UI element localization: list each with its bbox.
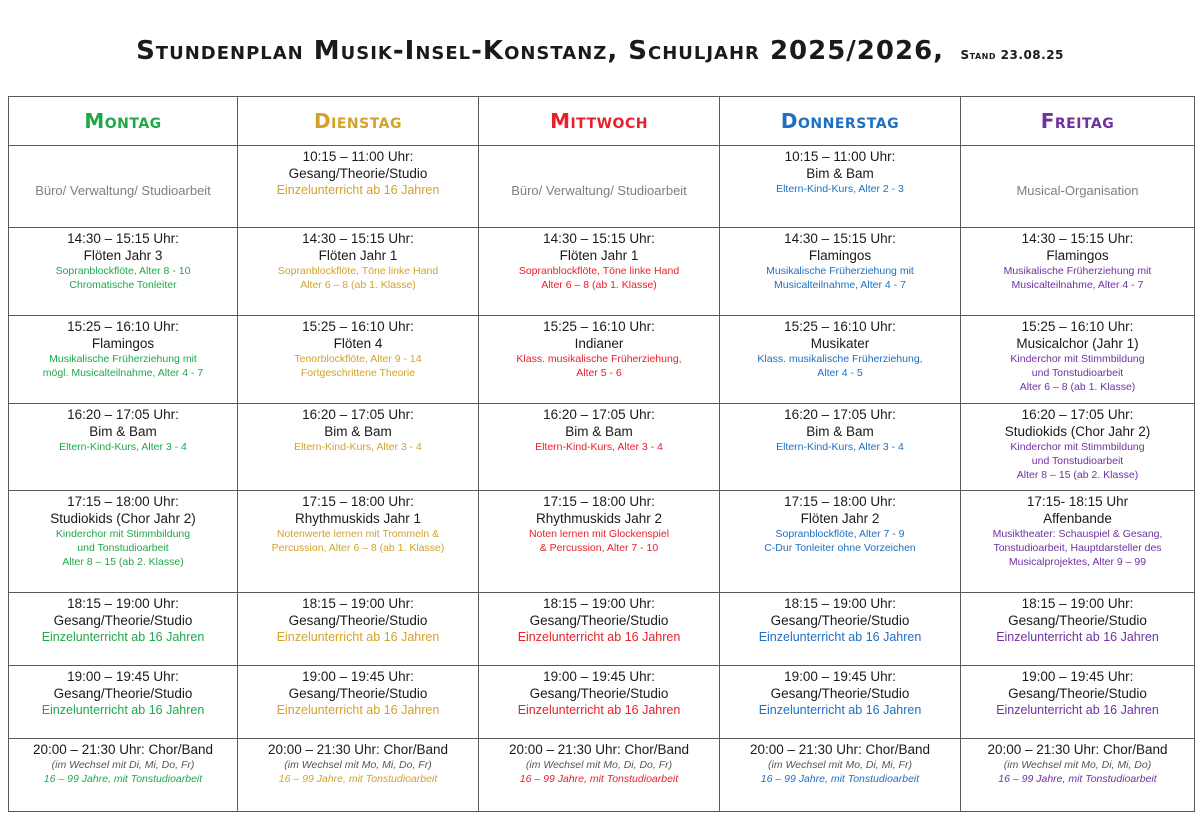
cell-detail: Musicalteilnahme, Alter 4 - 7 — [1011, 279, 1144, 291]
schedule-cell — [479, 404, 720, 491]
schedule-cell — [961, 739, 1195, 812]
schedule-cell — [720, 146, 961, 228]
cell-detail: Tonstudioarbeit, Hauptdarsteller des — [993, 542, 1162, 554]
cell-course: Bim & Bam — [324, 424, 392, 439]
cell-course: Indianer — [574, 336, 624, 351]
cell-course: Flöten Jahr 3 — [83, 248, 163, 263]
schedule-table — [8, 96, 1195, 812]
cell-time: 15:25 – 16:10 Uhr: — [784, 319, 896, 334]
cell-detail: Alter 6 – 8 (ab 1. Klasse) — [1019, 381, 1136, 393]
cell-time: 16:20 – 17:05 Uhr: — [302, 407, 414, 422]
day-header-freitag: Freitag — [961, 97, 1195, 146]
schedule-cell — [720, 316, 961, 404]
cell-time: 14:30 – 15:15 Uhr: — [1021, 231, 1134, 246]
cell-time: 19:00 – 19:45 Uhr: — [543, 669, 655, 684]
cell-course: Gesang/Theorie/Studio — [53, 686, 193, 701]
cell-course: Studiokids (Chor Jahr 2) — [50, 511, 196, 526]
cell-course: Affenbande — [1043, 511, 1112, 526]
cell-course: Bim & Bam — [89, 424, 157, 439]
schedule-cell — [961, 146, 1195, 228]
cell-time: 17:15 – 18:00 Uhr: — [543, 494, 655, 509]
cell-course: Gesang/Theorie/Studio — [1008, 613, 1147, 628]
cell-detail: und Tonstudioarbeit — [1031, 367, 1124, 379]
cell-time: 14:30 – 15:15 Uhr: — [784, 231, 896, 246]
cell-text: Musical-Organisation — [1016, 183, 1139, 198]
cell-detail: Fortgeschrittene Theorie — [300, 367, 416, 379]
schedule-cell — [9, 316, 238, 404]
schedule-cell — [720, 739, 961, 812]
cell-detail: 16 – 99 Jahre, mit Tonstudioarbeit — [43, 773, 203, 785]
cell-detail: und Tonstudioarbeit — [1031, 455, 1124, 467]
table-row — [9, 666, 1195, 739]
schedule-cell — [961, 316, 1195, 404]
schedule-cell — [238, 228, 479, 316]
cell-course: Gesang/Theorie/Studio — [53, 613, 193, 628]
cell-time: 19:00 – 19:45 Uhr: — [784, 669, 896, 684]
cell-note: (im Wechsel mit Di, Mi, Do, Fr) — [51, 759, 195, 771]
cell-time: 18:15 – 19:00 Uhr: — [1021, 596, 1134, 611]
schedule-cell — [961, 666, 1195, 739]
cell-course: Bim & Bam — [806, 166, 874, 181]
cell-course: Musikater — [810, 336, 870, 351]
cell-detail: Einzelunterricht ab 16 Jahren — [996, 703, 1159, 717]
schedule-cell — [720, 404, 961, 491]
cell-time: 16:20 – 17:05 Uhr: — [1021, 407, 1134, 422]
cell-detail: Eltern-Kind-Kurs, Alter 2 - 3 — [776, 183, 904, 195]
cell-detail: Einzelunterricht ab 16 Jahren — [276, 183, 440, 197]
schedule-cell — [238, 666, 479, 739]
cell-course: Gesang/Theorie/Studio — [1008, 686, 1147, 701]
schedule-cell — [238, 146, 479, 228]
cell-time: 18:15 – 19:00 Uhr: — [67, 596, 179, 611]
cell-time: 15:25 – 16:10 Uhr: — [543, 319, 655, 334]
cell-detail: Einzelunterricht ab 16 Jahren — [517, 630, 681, 644]
cell-detail: Alter 8 – 15 (ab 2. Klasse) — [62, 556, 184, 568]
cell-course: Bim & Bam — [806, 424, 874, 439]
table-row — [9, 228, 1195, 316]
cell-time: 20:00 – 21:30 Uhr: Chor/Band — [749, 742, 931, 757]
cell-time: 19:00 – 19:45 Uhr: — [67, 669, 179, 684]
schedule-cell — [479, 666, 720, 739]
cell-detail: Kinderchor mit Stimmbildung — [1010, 353, 1145, 365]
cell-detail: Noten lernen mit Glockenspiel — [528, 528, 670, 540]
schedule-cell — [479, 316, 720, 404]
schedule-cell — [961, 491, 1195, 593]
cell-detail: mögl. Musicalteilnahme, Alter 4 - 7 — [42, 367, 204, 379]
cell-time: 16:20 – 17:05 Uhr: — [543, 407, 655, 422]
cell-course: Flamingos — [808, 248, 872, 263]
cell-time: 10:15 – 11:00 Uhr: — [302, 149, 414, 164]
schedule-cell — [9, 491, 238, 593]
cell-time: 20:00 – 21:30 Uhr: Chor/Band — [267, 742, 449, 757]
cell-detail: Eltern-Kind-Kurs, Alter 3 - 4 — [59, 441, 187, 453]
schedule-cell — [9, 404, 238, 491]
schedule-cell — [479, 146, 720, 228]
cell-detail: Einzelunterricht ab 16 Jahren — [276, 630, 440, 644]
cell-detail: Einzelunterricht ab 16 Jahren — [758, 703, 922, 717]
cell-detail: Klass. musikalische Früherziehung, — [516, 353, 682, 365]
cell-course: Rhythmuskids Jahr 1 — [294, 511, 422, 526]
cell-time: 15:25 – 16:10 Uhr: — [67, 319, 179, 334]
cell-time: 14:30 – 15:15 Uhr: — [543, 231, 655, 246]
cell-time: 14:30 – 15:15 Uhr: — [302, 231, 414, 246]
cell-note: (im Wechsel mit Mo, Mi, Do, Fr) — [284, 759, 432, 771]
cell-detail: 16 – 99 Jahre, mit Tonstudioarbeit — [278, 773, 438, 785]
table-row — [9, 739, 1195, 812]
schedule-cell — [238, 404, 479, 491]
stand-date: Stand 23.08.25 — [960, 48, 1064, 62]
cell-detail: Musiktheater: Schauspiel & Gesang, — [992, 528, 1163, 540]
schedule-cell — [720, 491, 961, 593]
cell-course: Gesang/Theorie/Studio — [288, 166, 428, 181]
schedule-cell — [9, 228, 238, 316]
page-title — [0, 36, 1200, 66]
schedule-cell — [238, 593, 479, 666]
cell-course: Gesang/Theorie/Studio — [288, 686, 428, 701]
schedule-cell — [961, 404, 1195, 491]
day-header-dienstag: Dienstag — [238, 97, 479, 146]
cell-time: 20:00 – 21:30 Uhr: Chor/Band — [508, 742, 690, 757]
cell-detail: Tenorblockflöte, Alter 9 - 14 — [294, 353, 422, 365]
cell-detail: Sopranblockflöte, Töne linke Hand — [277, 265, 439, 277]
table-row — [9, 316, 1195, 404]
cell-course: Flöten Jahr 2 — [800, 511, 880, 526]
cell-detail: Alter 6 – 8 (ab 1. Klasse) — [300, 279, 416, 291]
cell-detail: 16 – 99 Jahre, mit Tonstudioarbeit — [760, 773, 920, 785]
cell-detail: Alter 8 – 15 (ab 2. Klasse) — [1016, 469, 1139, 481]
cell-time: 19:00 – 19:45 Uhr: — [302, 669, 414, 684]
schedule-cell — [238, 316, 479, 404]
cell-time: 15:25 – 16:10 Uhr: — [1021, 319, 1134, 334]
cell-time: 14:30 – 15:15 Uhr: — [67, 231, 179, 246]
cell-time: 18:15 – 19:00 Uhr: — [784, 596, 896, 611]
cell-detail: Musikalische Früherziehung mit — [766, 265, 914, 277]
cell-detail: Alter 5 - 6 — [576, 367, 622, 379]
schedule-cell — [961, 593, 1195, 666]
cell-course: Gesang/Theorie/Studio — [529, 613, 669, 628]
cell-course: Flöten 4 — [333, 336, 383, 351]
cell-course: Flöten Jahr 1 — [559, 248, 639, 263]
schedule-cell — [9, 593, 238, 666]
cell-time: 15:25 – 16:10 Uhr: — [302, 319, 414, 334]
cell-detail: Einzelunterricht ab 16 Jahren — [517, 703, 681, 717]
schedule-cell — [720, 228, 961, 316]
cell-detail: Klass. musikalische Früherziehung, — [757, 353, 923, 365]
cell-detail: Alter 6 – 8 (ab 1. Klasse) — [541, 279, 657, 291]
cell-time: 17:15 – 18:00 Uhr: — [67, 494, 179, 509]
cell-detail: Musicalprojektes, Alter 9 – 99 — [1008, 556, 1147, 568]
cell-detail: Eltern-Kind-Kurs, Alter 3 - 4 — [776, 441, 904, 453]
cell-detail: Percussion, Alter 6 – 8 (ab 1. Klasse) — [271, 542, 445, 554]
cell-time: 17:15- 18:15 Uhr — [1026, 494, 1129, 509]
cell-detail: Kinderchor mit Stimmbildung — [55, 528, 191, 540]
cell-detail: Sopranblockflöte, Töne linke Hand — [518, 265, 680, 277]
header-row — [9, 97, 1195, 146]
cell-time: 18:15 – 19:00 Uhr: — [302, 596, 414, 611]
cell-detail: und Tonstudioarbeit — [77, 542, 169, 554]
cell-detail: Eltern-Kind-Kurs, Alter 3 - 4 — [535, 441, 663, 453]
cell-course: Musicalchor (Jahr 1) — [1016, 336, 1139, 351]
cell-course: Gesang/Theorie/Studio — [770, 613, 910, 628]
cell-detail: Chromatische Tonleiter — [69, 279, 177, 291]
cell-detail: Einzelunterricht ab 16 Jahren — [41, 703, 205, 717]
schedule-cell — [720, 593, 961, 666]
schedule-cell — [238, 491, 479, 593]
cell-text: Büro/ Verwaltung/ Studioarbeit — [511, 183, 687, 198]
cell-course: Gesang/Theorie/Studio — [529, 686, 669, 701]
cell-detail: Kinderchor mit Stimmbildung — [1010, 441, 1145, 453]
cell-detail: Eltern-Kind-Kurs, Alter 3 - 4 — [294, 441, 422, 453]
table-row — [9, 146, 1195, 228]
cell-course: Flöten Jahr 1 — [318, 248, 398, 263]
cell-detail: 16 – 99 Jahre, mit Tonstudioarbeit — [519, 773, 679, 785]
cell-detail: Einzelunterricht ab 16 Jahren — [276, 703, 440, 717]
cell-detail: Sopranblockflöte, Alter 8 - 10 — [55, 265, 191, 277]
schedule-cell — [720, 666, 961, 739]
cell-course: Flamingos — [1046, 248, 1109, 263]
cell-detail: C-Dur Tonleiter ohne Vorzeichen — [764, 542, 916, 554]
cell-detail: Notenwerte lernen mit Trommeln & — [276, 528, 440, 540]
cell-note: (im Wechsel mit Mo, Di, Mi, Do) — [1003, 759, 1152, 771]
cell-time: 19:00 – 19:45 Uhr: — [1021, 669, 1134, 684]
cell-detail: Musikalische Früherziehung mit — [1003, 265, 1152, 277]
schedule-cell — [479, 228, 720, 316]
schedule-cell — [479, 593, 720, 666]
schedule-cell — [479, 739, 720, 812]
cell-detail: Musikalische Früherziehung mit — [49, 353, 197, 365]
cell-detail: & Percussion, Alter 7 - 10 — [539, 542, 659, 554]
schedule-cell — [961, 228, 1195, 316]
cell-detail: Alter 4 - 5 — [817, 367, 863, 379]
cell-text: Büro/ Verwaltung/ Studioarbeit — [35, 183, 211, 198]
cell-time: 20:00 – 21:30 Uhr: Chor/Band — [32, 742, 214, 757]
cell-detail: Sopranblockflöte, Alter 7 - 9 — [775, 528, 905, 540]
cell-detail: 16 – 99 Jahre, mit Tonstudioarbeit — [998, 773, 1157, 785]
day-header-donnerstag: Donnerstag — [720, 97, 961, 146]
cell-course: Flamingos — [91, 336, 155, 351]
cell-detail: Musicalteilnahme, Alter 4 - 7 — [774, 279, 906, 291]
schedule-title: Stundenplan Musik-Insel-Konstanz, Schuljahr 2025/2026, — [136, 36, 945, 66]
cell-time: 17:15 – 18:00 Uhr: — [784, 494, 896, 509]
table-row — [9, 404, 1195, 491]
schedule-cell — [9, 146, 238, 228]
cell-time: 20:00 – 21:30 Uhr: Chor/Band — [987, 742, 1168, 757]
cell-time: 18:15 – 19:00 Uhr: — [543, 596, 655, 611]
cell-time: 10:15 – 11:00 Uhr: — [784, 149, 896, 164]
day-header-montag: Montag — [9, 97, 238, 146]
schedule-cell — [479, 491, 720, 593]
cell-course: Gesang/Theorie/Studio — [770, 686, 910, 701]
cell-course: Bim & Bam — [565, 424, 633, 439]
cell-detail: Einzelunterricht ab 16 Jahren — [996, 630, 1159, 644]
schedule-cell — [9, 739, 238, 812]
table-row — [9, 491, 1195, 593]
cell-note: (im Wechsel mit Mo, Di, Do, Fr) — [525, 759, 673, 771]
cell-time: 16:20 – 17:05 Uhr: — [67, 407, 179, 422]
schedule-cell — [238, 739, 479, 812]
table-row — [9, 593, 1195, 666]
cell-detail: Einzelunterricht ab 16 Jahren — [41, 630, 205, 644]
cell-time: 17:15 – 18:00 Uhr: — [302, 494, 414, 509]
schedule-cell — [9, 666, 238, 739]
cell-detail: Einzelunterricht ab 16 Jahren — [758, 630, 922, 644]
cell-note: (im Wechsel mit Mo, Di, Mi, Fr) — [768, 759, 912, 771]
cell-course: Rhythmuskids Jahr 2 — [535, 511, 663, 526]
cell-course: Studiokids (Chor Jahr 2) — [1004, 424, 1151, 439]
day-header-mittwoch: Mittwoch — [479, 97, 720, 146]
cell-course: Gesang/Theorie/Studio — [288, 613, 428, 628]
cell-time: 16:20 – 17:05 Uhr: — [784, 407, 896, 422]
